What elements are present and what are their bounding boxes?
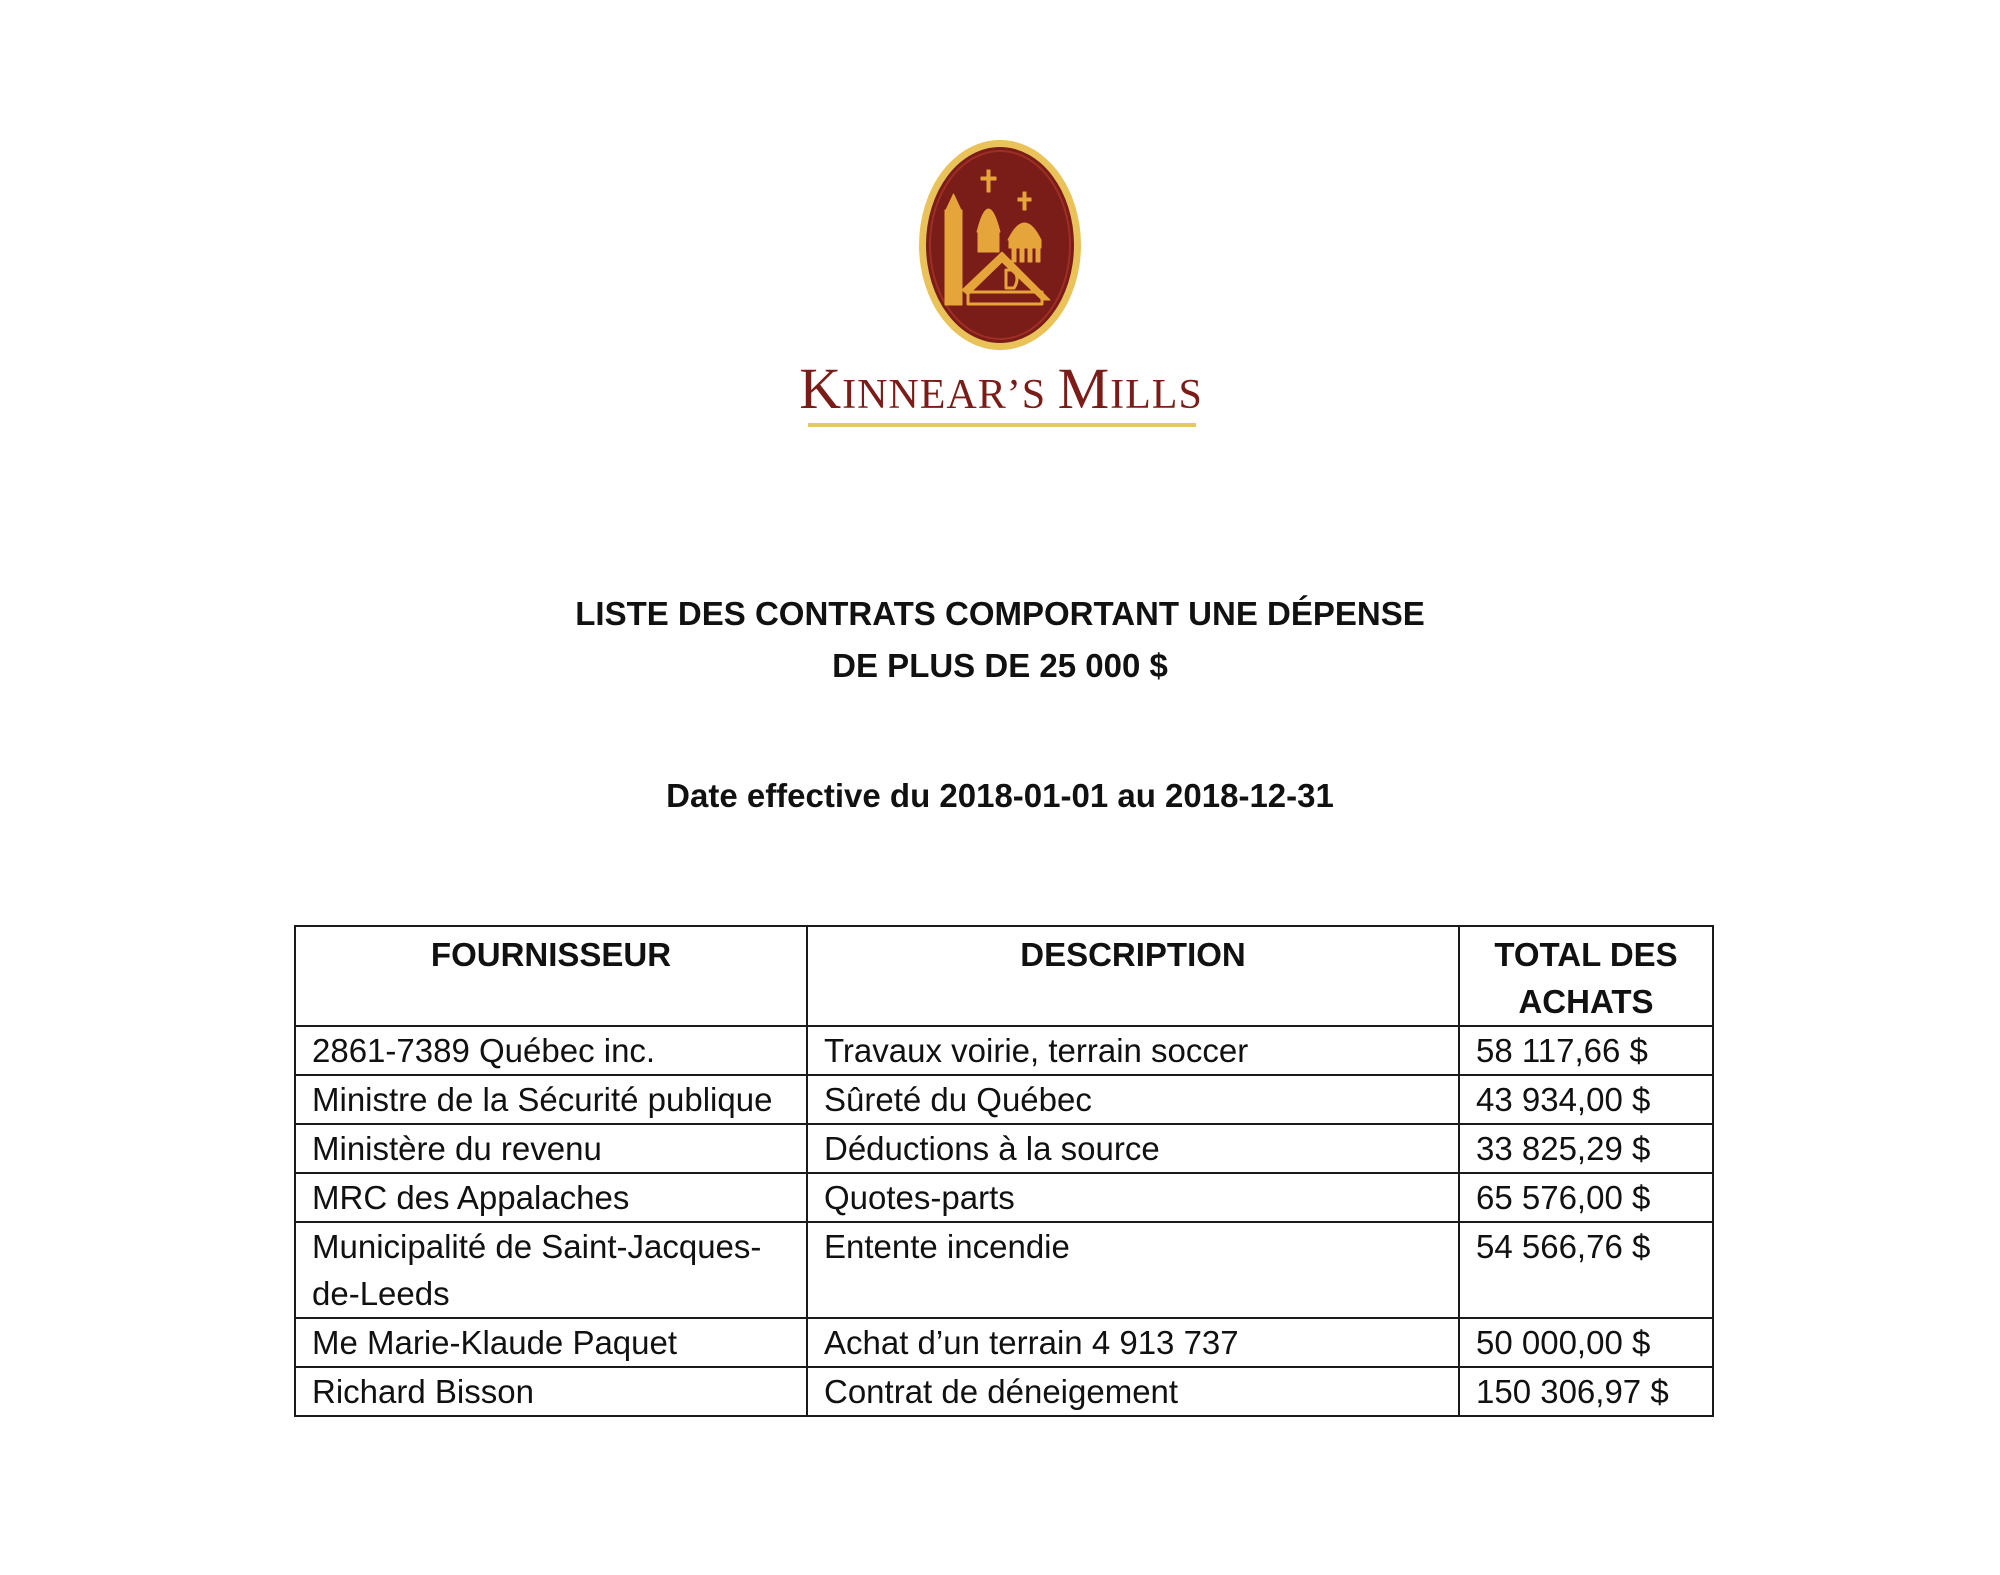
description-cell: Achat d’un terrain 4 913 737: [807, 1318, 1459, 1367]
total-cell: 58 117,66 $: [1459, 1026, 1713, 1075]
total-cell: 150 306,97 $: [1459, 1367, 1713, 1416]
kinnears-mills-logo: [780, 140, 1220, 440]
supplier-cell: Me Marie-Klaude Paquet: [295, 1318, 807, 1367]
document-title: [0, 588, 2000, 692]
total-cell: 43 934,00 $: [1459, 1075, 1713, 1124]
title-line-2: DE PLUS DE 25 000 $: [832, 647, 1168, 684]
logo-wordmark: KINNEAR’S MILLS: [799, 356, 1203, 421]
description-cell: Entente incendie: [807, 1222, 1459, 1318]
title-line-1: LISTE DES CONTRATS COMPORTANT UNE DÉPENSE: [575, 595, 1425, 632]
table-row: [295, 1318, 1713, 1367]
header-description: DESCRIPTION: [807, 926, 1459, 1026]
supplier-cell: Ministre de la Sécurité publique: [295, 1075, 807, 1124]
header-total-line-2: ACHATS: [1518, 983, 1654, 1020]
description-cell: Contrat de déneigement: [807, 1367, 1459, 1416]
supplier-cell: Municipalité de Saint-Jacques-de-Leeds: [295, 1222, 807, 1318]
logo-underline: [808, 423, 1196, 427]
table-row: [295, 1075, 1713, 1124]
header-supplier: FOURNISSEUR: [295, 926, 807, 1026]
supplier-cell: MRC des Appalaches: [295, 1173, 807, 1222]
total-cell: 50 000,00 $: [1459, 1318, 1713, 1367]
logo-graphic: [780, 140, 1220, 440]
total-cell: 33 825,29 $: [1459, 1124, 1713, 1173]
effective-date: Date effective du 2018-01-01 au 2018-12-31: [666, 777, 1334, 814]
header-total-line-1: TOTAL DES: [1494, 936, 1678, 973]
supplier-cell: 2861-7389 Québec inc.: [295, 1026, 807, 1075]
description-cell: Quotes-parts: [807, 1173, 1459, 1222]
description-cell: Déductions à la source: [807, 1124, 1459, 1173]
table-row: [295, 1026, 1713, 1075]
table-row: [295, 1222, 1713, 1318]
description-cell: Travaux voirie, terrain soccer: [807, 1026, 1459, 1075]
description-cell: Sûreté du Québec: [807, 1075, 1459, 1124]
table-header-row: [295, 926, 1713, 1026]
total-cell: 65 576,00 $: [1459, 1173, 1713, 1222]
table-row: [295, 1124, 1713, 1173]
table-row: [295, 1173, 1713, 1222]
contracts-table: [294, 925, 1714, 1417]
supplier-cell: Richard Bisson: [295, 1367, 807, 1416]
total-cell: 54 566,76 $: [1459, 1222, 1713, 1318]
table-row: [295, 1367, 1713, 1416]
header-total: [1459, 926, 1713, 1026]
supplier-cell: Ministère du revenu: [295, 1124, 807, 1173]
